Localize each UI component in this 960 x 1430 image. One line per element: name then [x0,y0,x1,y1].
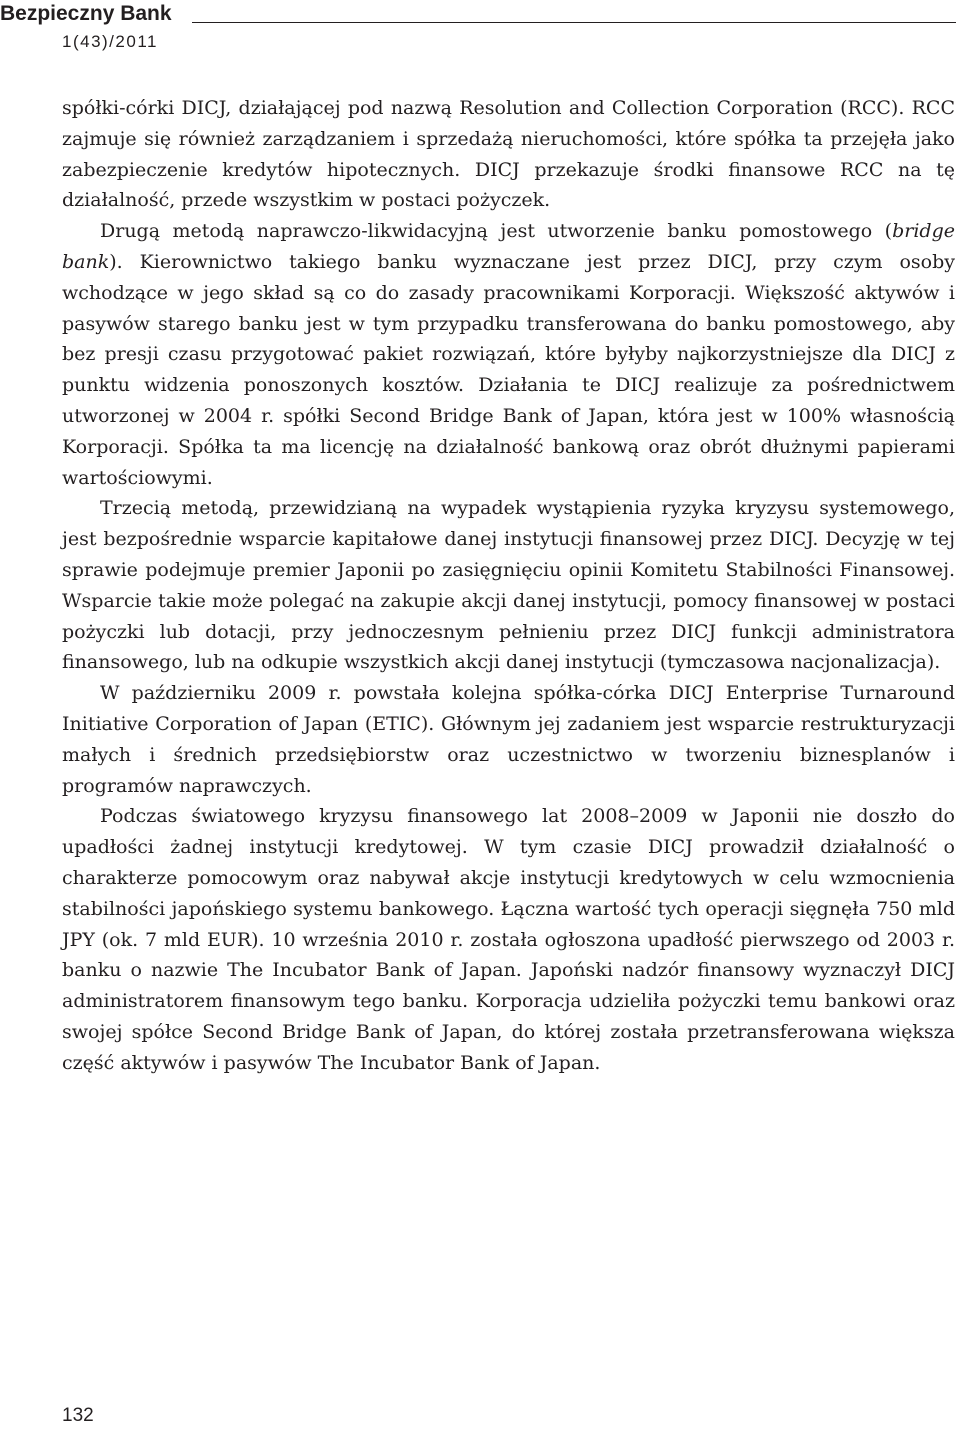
header-divider [192,22,956,23]
page-header [0,0,960,60]
paragraph-continued: spółki-córki DICJ, działającej pod nazwą Resolution and Collection Corporation (RCC). RCC zajmuje się również zarządzaniem i sprzedażą nieruchomości, które spółka ta przejęła jako zabezpieczenie kredytów hipotecznych. DICJ przekazuje środki finansowe RCC na tę działalność, przede wszystkim w postaci pożyczek. [62,97,955,212]
article-body [62,93,955,1079]
paragraph-crisis: Podczas światowego kryzysu finansowego lat 2008–2009 w Japonii nie doszło do upadłości żadnej instytucji kredytowej. W tym czasie DICJ prowadził działalność o charakterze pomocowym oraz nabywał akcje instytucji kredytowych w celu wzmocnienia stabilności japońskiego systemu bankowego. Łączna wartość tych operacji sięgnęła 750 mld JPY (ok. 7 mld EUR). 10 września 2010 r. została ogłoszona upadłość pierwszego od 2003 r. banku o nazwie The Incubator Bank of Japan. Japoński nadzór finansowy wyznaczył DICJ administratorem finansowym tego banku. Korporacja udzieliła pożyczki temu bankowi oraz swojej spółce Second Bridge Bank of Japan, do której została przetransferowana większa część aktywów i pasywów The Incubator Bank of Japan. [62,805,955,1074]
paragraph-bridge-bank [62,216,955,493]
italic-term: bridge bank [62,220,955,273]
paragraph-text: Drugą metodą naprawczo-likwidacyjną jest utworzenie banku pomostowego ( [100,220,893,243]
paragraph-third-method: Trzecią metodą, przewidzianą na wypadek wystąpienia ryzyka kryzysu systemowego, jest bezpośrednie wsparcie kapitałowe danej instytucji finansowej przez DICJ. Decyzję w tej sprawie podejmuje premier Japonii po zasięgnięciu opinii Komitetu Stabilności Finansowej. Wsparcie takie może polegać na zakupie akcji danej instytucji, pomocy finansowej w postaci pożyczki lub dotacji, przy jednoczesnym pełnieniu przez DICJ funkcji administratora finansowego, lub na odkupie wszystkich akcji danej instytucji (tymczasowa nacjonalizacja). [62,497,955,674]
paragraph-etic: W październiku 2009 r. powstała kolejna spółka-córka DICJ Enterprise Turnaround Initiative Corporation of Japan (ETIC). Głównym jej zadaniem jest wsparcie restrukturyzacji małych i średnich przedsiębiorstw oraz uczestnictwo w tworzeniu biznesplanów i programów naprawczych. [62,682,955,797]
journal-title: Bezpieczny Bank [0,2,172,25]
issue-number: 1(43)/2011 [62,32,158,51]
page-number: 132 [62,1405,94,1426]
paragraph-text: ). Kierownictwo takiego banku wyznaczane jest przez DICJ, przy czym osoby wchodzące w jego skład są co do zasady pracownikami Korporacji. Większość aktywów i pasywów starego banku jest w tym przypadku transferowana do banku pomostowego, aby bez presji czasu przygotować pakiet rozwiązań, które byłyby najkorzystniejsze dla DICJ z punktu widzenia ponoszonych kosztów. Działania te DICJ realizuje za pośrednictwem utworzonej w 2004 r. spółki Second Bridge Bank of Japan, która jest w 100% własnością Korporacji. Spółka ta ma licencję na działalność bankową oraz obrót dłużnymi papierami wartościowymi. [62,250,955,489]
